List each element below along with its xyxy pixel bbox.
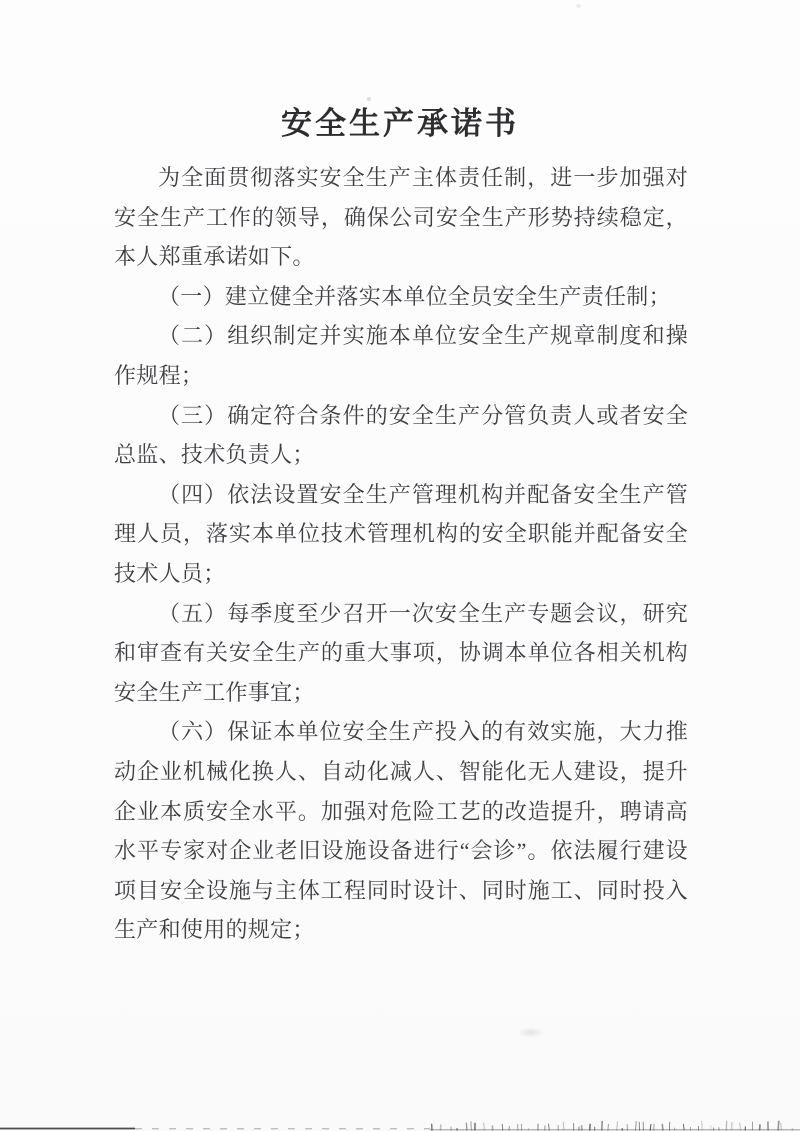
paragraph-item-5: （五）每季度至少召开一次安全生产专题会议，研究和审查有关安全生产的重大事项，协调本单位各相关机构安全生产工作事宜； [114, 600, 688, 705]
scan-smudge [517, 1027, 545, 1038]
scan-speck [576, 4, 581, 8]
document-title: 安全生产承诺书 [281, 106, 519, 141]
scan-speck [367, 97, 371, 101]
paragraph-item-3: （三）确定符合条件的安全生产分管负责人或者安全总监、技术负责人； [114, 402, 688, 468]
paragraph-item-1: （一）建立健全并落实本单位全员安全生产责任制； [158, 283, 671, 309]
document-body [114, 158, 688, 950]
paragraph-intro: 为全面贯彻落实安全生产主体责任制，进一步加强对安全生产工作的领导，确保公司安全生产形势持续稳定，本人郑重承诺如下。 [114, 165, 688, 270]
paragraph-item-6: （六）保证本单位安全生产投入的有效实施，大力推动企业机械化换人、自动化减人、智能化无人建设，提升企业本质安全水平。加强对危险工艺的改造提升，聘请高水平专家对企业老旧设施设备进行“会诊”。依法履行建设项目安全设施与主体工程同时设计、同时施工、同时投入生产和使用的规定； [114, 719, 688, 943]
scan-noise-edge [0, 1115, 800, 1131]
paragraph-item-2: （二）组织制定并实施本单位安全生产规章制度和操作规程； [114, 323, 688, 388]
paragraph-item-4: （四）依法设置安全生产管理机构并配备安全生产管理人员，落实本单位技术管理机构的安全职能并配备安全技术人员； [114, 481, 688, 586]
